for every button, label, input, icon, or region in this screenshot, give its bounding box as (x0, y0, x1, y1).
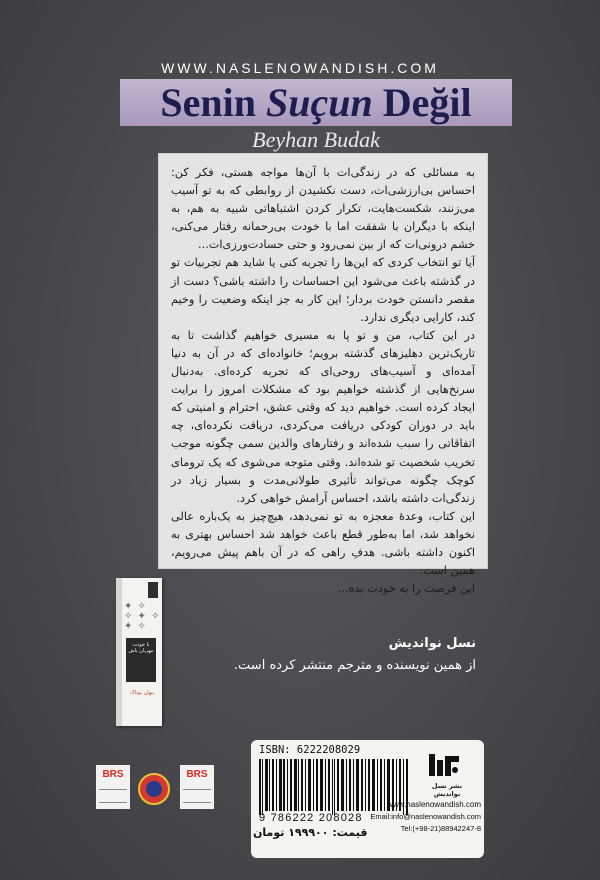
thumbnail-badge (148, 582, 158, 598)
publisher-logo (419, 750, 475, 800)
isbn-text: ISBN: 6222208029 (259, 744, 361, 756)
other-book-thumbnail (116, 578, 162, 726)
publisher-website-top: WWW.NASLENOWANDISH.COM (161, 60, 439, 76)
certification-logos (96, 765, 214, 809)
title-part-2: Suçun (265, 80, 373, 125)
thumbnail-spine (116, 578, 122, 726)
blurb-paragraph: آیا تو انتخاب کردی که این‌ها را تجربه کنی یا شاید هم تجربیات تو در گذشته باعث می‌شود این احساسات را داشته باشی؟ دست از مقصر دانستن خودت بردار؛ این کار به جز اینکه وضعیت را وخیم کند، کارایی دیگری ندارد. (171, 256, 475, 324)
barcode-number: 9 786222 208028 (259, 812, 363, 824)
thumbnail-title: با خودت مهربان باش (126, 638, 156, 682)
birds-icon: ✦ ✧ ✧ ✦ ✧ ✦ ✧ (124, 601, 161, 632)
book-title (160, 79, 471, 126)
blurb-paragraph: این فرصت را به خودت بده... (337, 582, 475, 596)
other-books-text: از همین نویسنده و مترجم منتشر کرده است. (233, 658, 476, 673)
seal-icon (138, 765, 172, 809)
other-books-publisher: نسل نواندیش (388, 636, 476, 651)
title-part-3: Değil (372, 80, 472, 125)
brs-cert-icon (96, 765, 130, 809)
brs-label: BRS (102, 769, 124, 780)
blurb-paragraph: این کتاب، وعدهٔ معجزه به تو نمی‌دهد، هیچ‌چیز به یک‌باره عالی نخواهد شد، اما به‌طور قطع باعث خواهد شد احساس بهتری به اکنون داشته باشی. هدفِ راهی که در آن باهم پیش می‌رویم، همین است. (171, 509, 475, 578)
publisher-phone: Tel:(+98-21)88942247-8 (400, 824, 481, 833)
isbn-info-box (251, 740, 484, 858)
blurb-paragraph: در این کتاب، من و تو پا به مسیری خواهیم گذاشت تا به تاریک‌ترین دهلیزهای گذشته برویم؛ خانواده‌ای که در آن به دنیا آمده‌ای و آسیب‌های روحی‌ای که تجربه کرده‌ای. به‌دنبال سرنخ‌هایی از گذشته خواهیم بود که مشکلات امروز را برایت ایجاد کرده است. خواهیم دید که وقتی عشق، احترام و امنیتی که باید در دوران کودکی دریافت می‌کردی، دریافت نکرده‌ای، چه اتفاقاتی را سبب شده‌اند و رفتارهای والدین سمی چگونه موجب تخریب شخصیت تو شده‌اند. وقتی متوجه می‌شوی که یک ترومای کوچک چگونه می‌تواند تأثیری طولانی‌مدت و بسیار زیاد در زندگی‌ات داشته باشد، احساس آرامش خواهی کرد. (171, 328, 475, 505)
publisher-website: www.naslenowandish.com (387, 800, 481, 809)
brs-label: BRS (186, 769, 208, 780)
publisher-email: Email:info@naslenowandish.com (370, 812, 481, 821)
price-text: قیمت: ۱۹۹۹۰۰ تومان (253, 826, 368, 839)
publisher-logo-icon (425, 750, 465, 780)
blurb-paragraph: به مسائلی که در زندگی‌ات با آن‌ها مواجه هستی، فکر کن: احساس بی‌ارزشی‌ات، دست نکشیدن از روابطی که به تو آسیب می‌زنند، شکست‌هایت، تکرار کردن اشتباهاتی شبیه به هم، به اینکه با دیگران با شفقت اما با خودت بی‌رحمانه رفتار می‌کنی، خشم درونی‌ات که از بین نمی‌رود و حتی حسادت‌ورزی‌ات... (171, 166, 475, 252)
brs-cert-icon (180, 765, 214, 809)
title-band (120, 79, 512, 126)
title-part-1: Senin (160, 80, 266, 125)
blurb-box (158, 153, 488, 596)
thumbnail-author: بیهان بوداک (129, 690, 155, 696)
book-author: Beyhan Budak (252, 127, 380, 152)
publisher-logo-name: نشر نسل نواندیش (431, 782, 463, 798)
